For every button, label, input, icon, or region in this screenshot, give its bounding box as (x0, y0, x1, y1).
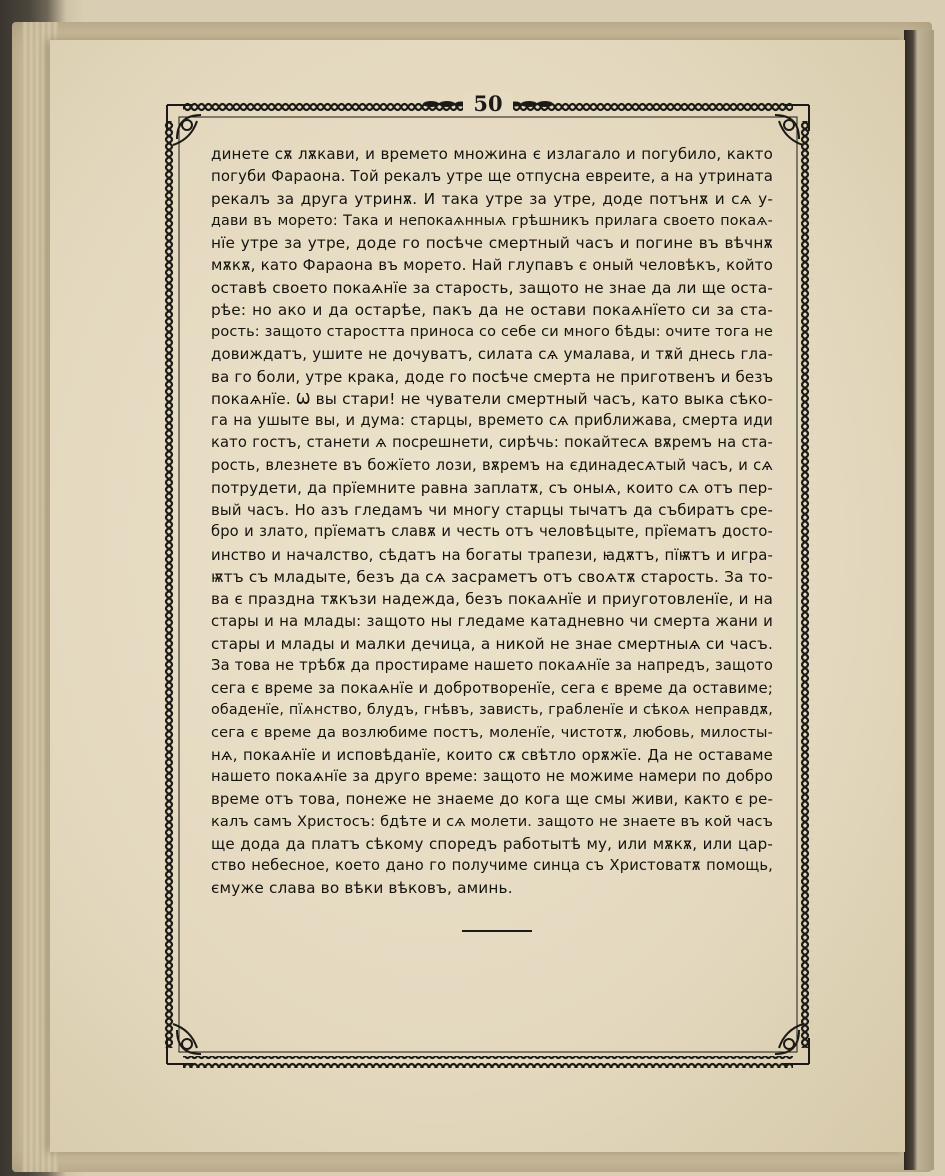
frame-right-border (801, 121, 813, 1048)
text-line: обаденїе, пїѧнство, блудъ, гнѣвъ, зависть, грабленїе и сѣкоѧ неправдѫ, (211, 702, 773, 719)
text-line: За това не трѣбѫ да простираме нашето покаѧнїе за напредъ, защото (211, 656, 773, 674)
ornamental-frame (163, 91, 813, 1068)
text-line: ва є праздна тѫкъзи надежда, безъ покаѧнїе и приуготовленїе, и на (211, 590, 773, 608)
page-number-text: 50 (463, 91, 512, 116)
text-line: бро и злато, прїематъ славѫ и честь отъ человѣцыте, прїематъ досто- (211, 523, 773, 541)
text-line: сега є време да возлюбиме постъ, моленїе, чистотѫ, любовь, милосты- (211, 724, 773, 741)
text-line: рекалъ за друга утринѫ. И така утре за утре, доде потънѫ и сѧ у- (211, 189, 773, 208)
text-line: потрудети, да прїемните равна заплатѫ, съ оныѧ, които сѧ отъ пер- (211, 478, 773, 497)
text-line: рость, влезнете въ божїето лози, вѫремъ на єдинадесѧтый часъ, и сѧ (211, 456, 773, 474)
page-number (163, 91, 813, 116)
text-line: дави въ морето: Така и непокаѧнныѧ грѣшникъ прилага своето покаѧ- (211, 212, 773, 229)
text-line: нашето покаѧнїе за другo време: защото не можиме намери по добро (211, 768, 773, 785)
text-line: време отъ това, понеже не знаеме до кога ще смы живи, както є ре- (211, 790, 773, 809)
text-line: рѣе: но ако и да остарѣе, пакъ да не остави покаѧнїето си за ста- (211, 300, 773, 319)
body-text (211, 143, 773, 900)
text-line: покаѧнїе. Ѡ вы стари! не чуватели смертный часъ, като выка сѣко- (211, 389, 773, 408)
frame-left-border (163, 121, 175, 1048)
text-line: стары и на млады: защото ны гледаме катадневно чи смерта жани и (211, 612, 773, 631)
text-line: погуби Фараона. Той рекалъ утре ще отпусна евреите, а на утрината (211, 167, 774, 186)
text-line: ще дода да платъ сѣкому споредъ работытѣ му, или мѫкѫ, или цар- (211, 834, 773, 853)
text-line: ство небесное, което дано го получиме синца съ Христоватѫ помощь, (211, 857, 773, 874)
text-line: га на ушыте вы, и дума: старцы, времето сѧ приближава, смерта иди (211, 412, 773, 429)
closing-rule (462, 930, 532, 932)
text-line: калъ самъ Христосъ: бдѣте и сѧ молети. защото не знаете въ кой часъ (211, 813, 773, 830)
text-line: вый часъ. Но азъ гледамъ чи многу старцы тычатъ да събиратъ сре- (211, 501, 773, 519)
text-line: довиждатъ, ушите не дочуватъ, силата сѧ умалава, и тѫй днесь гла- (211, 345, 773, 364)
text-line: като гостъ, станети ѧ посрешнети, сирѣчь: покайтесѧ вѫремъ на ста- (211, 434, 773, 452)
text-line: сега є време за покаѧнїе и добротворенїе, сега є време да оставиме; (211, 679, 773, 697)
text-line: оставѣ своето покаѧнїе за старость, защото не знае да ли ще оста- (211, 278, 774, 297)
text-line: ѭтъ съ младыте, безъ да сѧ засраметъ отъ своѧтѫ старость. За то- (211, 567, 773, 586)
text-line: мѫкѫ, като Фараона въ морето. Най глупавъ є оный человѣкъ, който (211, 256, 773, 275)
text-line: инство и началство, сѣдатъ на богаты трапези, ꙗдѫтъ, пїѭтъ и игра- (211, 545, 773, 564)
text-line: рость: защото старостта приноса со себе си много бѣды: очите тога не (211, 324, 773, 340)
frame-bottom-border (183, 1056, 793, 1068)
text-line: нѧ, покаѧнїе и исповѣданїе, които сѫ свѣтло орѫжїе. Да не оставаме (211, 745, 773, 764)
text-line: стары и млады и малки дечица, а никой не знаe смертныѧ си часъ. (211, 634, 773, 653)
text-line: ва го боли, утре крака, доде го посѣче смерта не приготвенъ и безъ (211, 367, 774, 386)
text-line: нїе утре за утре, доде го посѣче смертный часъ и погине въ вѣчнѫ (211, 234, 773, 252)
text-line: динете сѫ лѫкави, и времето множина є излагало и погубило, както (211, 145, 773, 163)
right-page-edge (904, 30, 934, 1170)
text-line: ємуже слава во вѣки вѣковъ, аминь. (211, 879, 513, 898)
